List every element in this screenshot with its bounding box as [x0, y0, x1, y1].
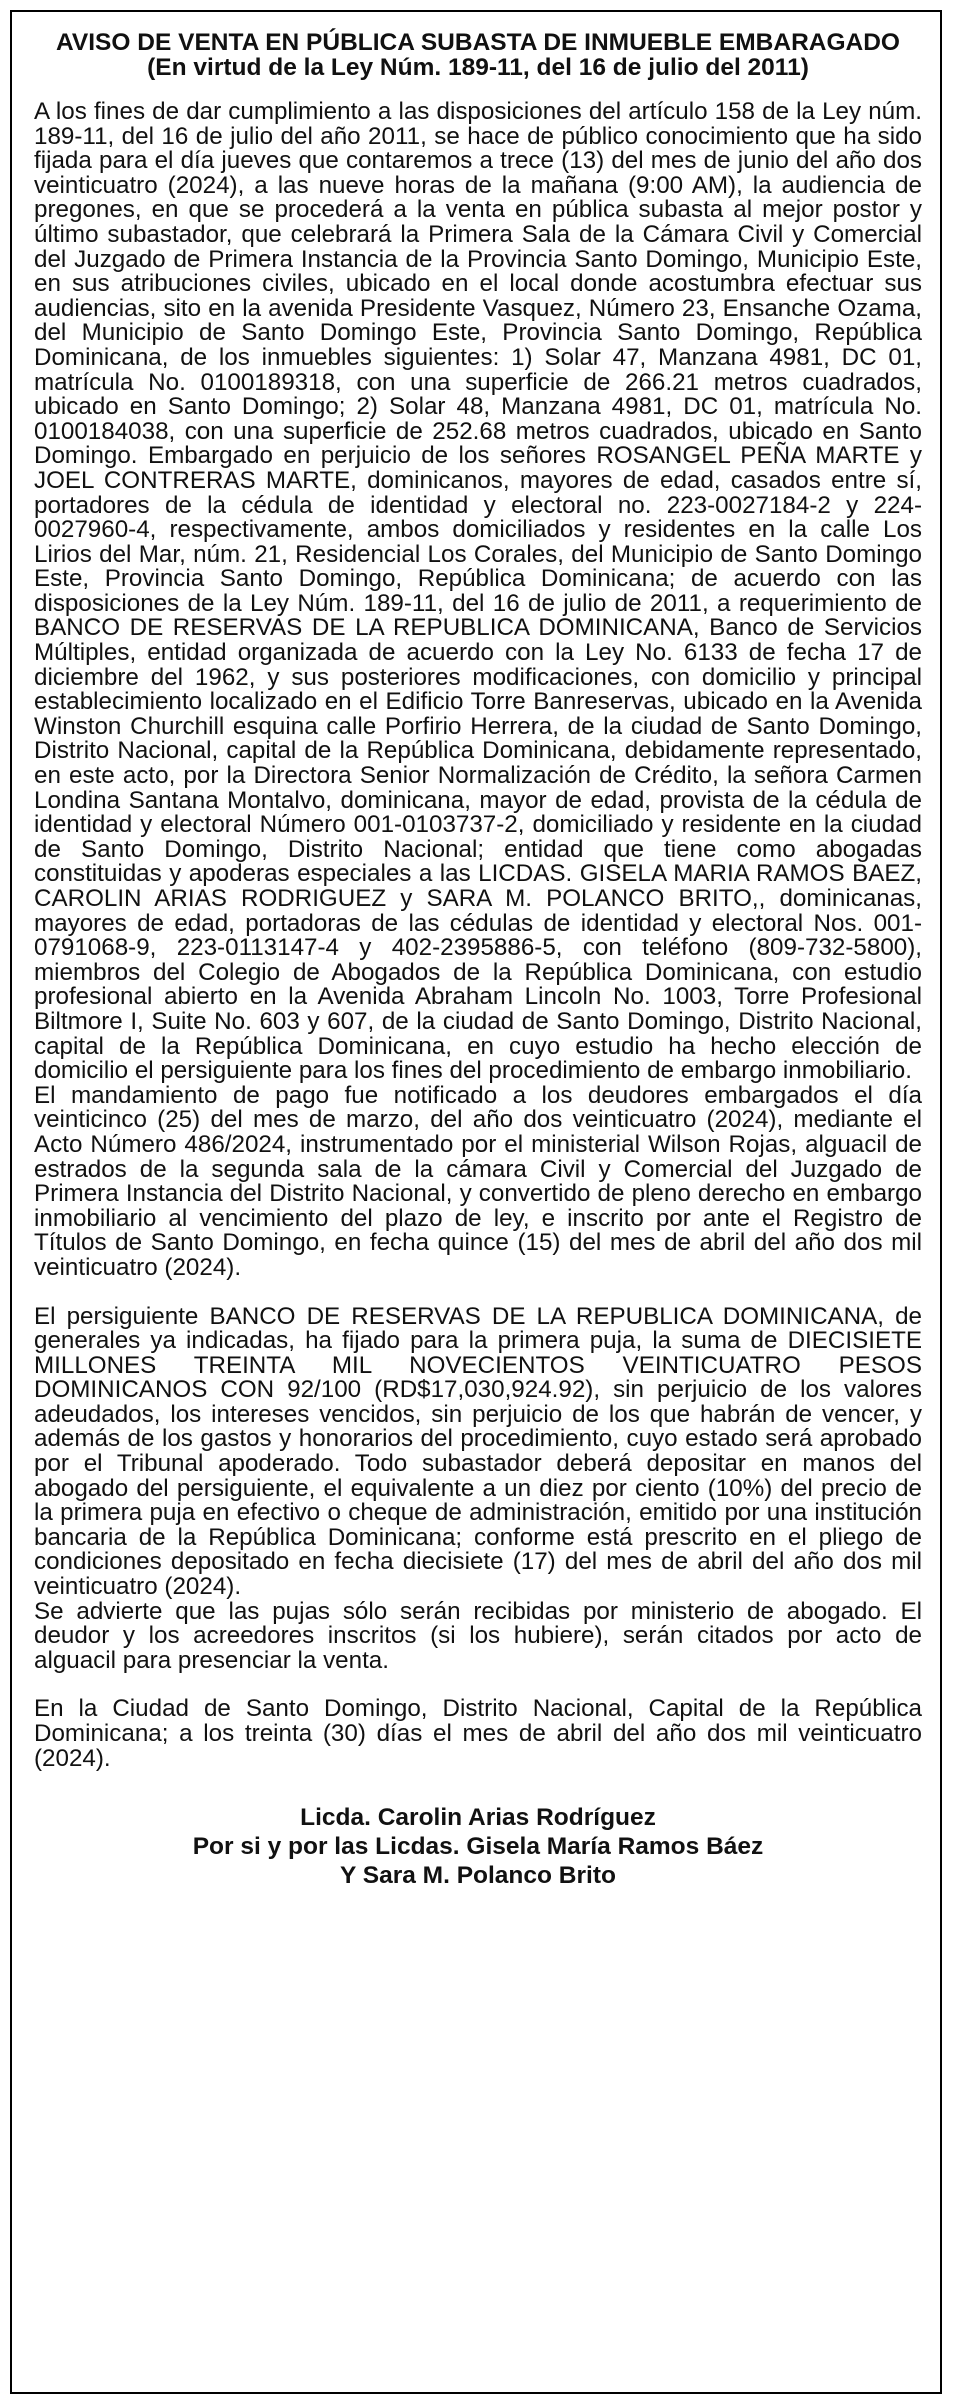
notice-title	[34, 30, 922, 80]
signature-line-2: Por si y por las Licdas. Gisela María Ramos Báez	[192, 1833, 764, 1861]
paragraph-auction-details: A los fines de dar cumplimiento a las disposiciones del artículo 158 de la Ley núm. 189-11, del 16 de julio del año 2011, se hace de público conocimiento que ha sido fijada para el día jueves que contaremos a trece (13) del mes de junio del año dos veinticuatro (2024), a las nueve horas de la mañana (9:00 AM), la audiencia de pregones, en que se procederá a la venta en pública subasta al mejor postor y último subastador, que celebrará la Primera Sala de la Cámara Civil y Comercial del Juzgado de Primera Instancia de la Provincia Santo Domingo, Municipio Este, en sus atribuciones civiles, ubicado en el local donde acostumbra efectuar sus audiencias, sito en la avenida Presidente Vasquez, Número 23, Ensanche Ozama, del Municipio de Santo Domingo Este, Provincia Santo Domingo, República Dominicana, de los inmuebles siguientes: 1) Solar 47, Manzana 4981, DC 01, matrícula No. 0100189318, con una superficie de 266.21 metros cuadrados, ubicado en Santo Domingo; 2) Solar 48, Manzana 4981, DC 01, matrícula No. 0100184038, con una superficie de 252.68 metros cuadrados, ubicado en Santo Domingo. Embargado en perjuicio de los señores ROSANGEL PEÑA MARTE y JOEL CONTRERAS MARTE, dominicanos, mayores de edad, casados entre sí, portadores de la cédula de identidad y electoral no. 223-0027184-2 y 224-0027960-4, respectivamente, ambos domiciliados y residentes en la calle Los Lirios del Mar, núm. 21, Residencial Los Corales, del Municipio de Santo Domingo Este, Provincia Santo Domingo, República Dominicana; de acuerdo con las disposiciones de la Ley Núm. 189-11, del 16 de julio de 2011, a requerimiento de BANCO DE RESERVAS DE LA REPUBLICA DOMINICANA, Banco de Servicios Múltiples, entidad organizada de acuerdo con la Ley No. 6133 de fecha 17 de diciembre del 1962, y sus posteriores modificaciones, con domicilio y principal establecimiento localizado en el Edificio Torre Banreservas, ubicado en la Avenida Winston Churchill esquina calle Porfirio Herrera, de la ciudad de Santo Domingo, Distrito Nacional, capital de la República Dominicana, debidamente representado, en este acto, por la Directora Senior Normalización de Crédito, la señora Carmen Londina Santana Montalvo, dominicana, mayor de edad, provista de la cédula de identidad y electoral Número 001-0103737-2, domiciliado y residente en la ciudad de Santo Domingo, Distrito Nacional; entidad que tiene como abogadas constituidas y apoderas especiales a las LICDAS. GISELA MARIA RAMOS BAEZ, CAROLIN ARIAS RODRIGUEZ y SARA M. POLANCO BRITO,, dominicanas, mayores de edad, portadoras de las cédulas de identidad y electoral Nos. 001-0791068-9, 223-0113147-4 y 402-2395886-5, con teléfono (809-732-5800), miembros del Colegio de Abogados de la República Dominicana, con estudio profesional abierto en la Avenida Abraham Lincoln No. 1003, Torre Profesional Biltmore I, Suite No. 603 y 607, de la ciudad de Santo Domingo, Distrito Nacional, capital de la República Dominicana, en cuyo estudio ha hecho elección de domicilio el persiguiente para los fines del procedimiento de embargo inmobiliario.	[34, 98, 922, 1085]
notice-title-law: (En virtud de la Ley Núm. 189-11, del 16 de julio del 2011)	[147, 54, 809, 81]
signature-line-3: Y Sara M. Polanco Brito	[340, 1862, 616, 1890]
signature-line-1: Licda. Carolin Arias Rodríguez	[300, 1804, 656, 1832]
notice-content	[34, 30, 922, 1890]
paragraph-date-place: En la Ciudad de Santo Domingo, Distrito Nacional, Capital de la República Dominicana; a los treinta (30) días el mes de abril del año dos mil veinticuatro (2024).	[34, 1695, 922, 1772]
notice-title-main: AVISO DE VENTA EN PÚBLICA SUBASTA DE INMUEBLE EMBARAGADO	[56, 29, 900, 56]
paragraph-payment-order: El mandamiento de pago fue notificado a los deudores embargados el día veinticinco (25) del mes de marzo, del año dos veinticuatro (2024), mediante el Acto Número 486/2024, instrumentado por el ministerial Wilson Rojas, alguacil de estrados de la segunda sala de la cámara Civil y Comercial del Juzgado de Primera Instancia del Distrito Nacional, y convertido de pleno derecho en embargo inmobiliario al vencimiento del plazo de ley, e inscrito por ante el Registro de Títulos de Santo Domingo, en fecha quince (15) del mes de abril del año dos mil veinticuatro (2024).	[34, 1081, 922, 1281]
paragraph-first-bid: El persiguiente BANCO DE RESERVAS DE LA REPUBLICA DOMINICANA, de generales ya indicadas, ha fijado para la primera puja, la suma de DIECISIETE MILLONES TREINTA MIL NOVECIENTOS VEINTICUATRO PESOS DOMINICANOS CON 92/100 (RD$17,030,924.92), sin perjuicio de los valores adeudados, los intereses vencidos, sin perjuicio de los que habrán de vencer, y además de los gastos y honorarios del procedimiento, cuyo estado será aprobado por el Tribunal apoderado. Todo subastador deberá depositar en manos del abogado del persiguiente, el equivalente a un diez por ciento (10%) del precio de la primera puja en efectivo o cheque de administración, emitido por una institución bancaria de la República Dominicana; conforme está prescrito en el pliego de condiciones depositado en fecha diecisiete (17) del mes de abril del año dos mil veinticuatro (2024).	[34, 1302, 922, 1601]
signature-block	[34, 1803, 922, 1890]
notice-body	[34, 100, 922, 1771]
paragraph-bids-warning: Se advierte que las pujas sólo serán recibidas por ministerio de abogado. El deudor y los acreedores inscritos (si los hubiere), serán citados por acto de alguacil para presenciar la venta.	[34, 1597, 922, 1674]
